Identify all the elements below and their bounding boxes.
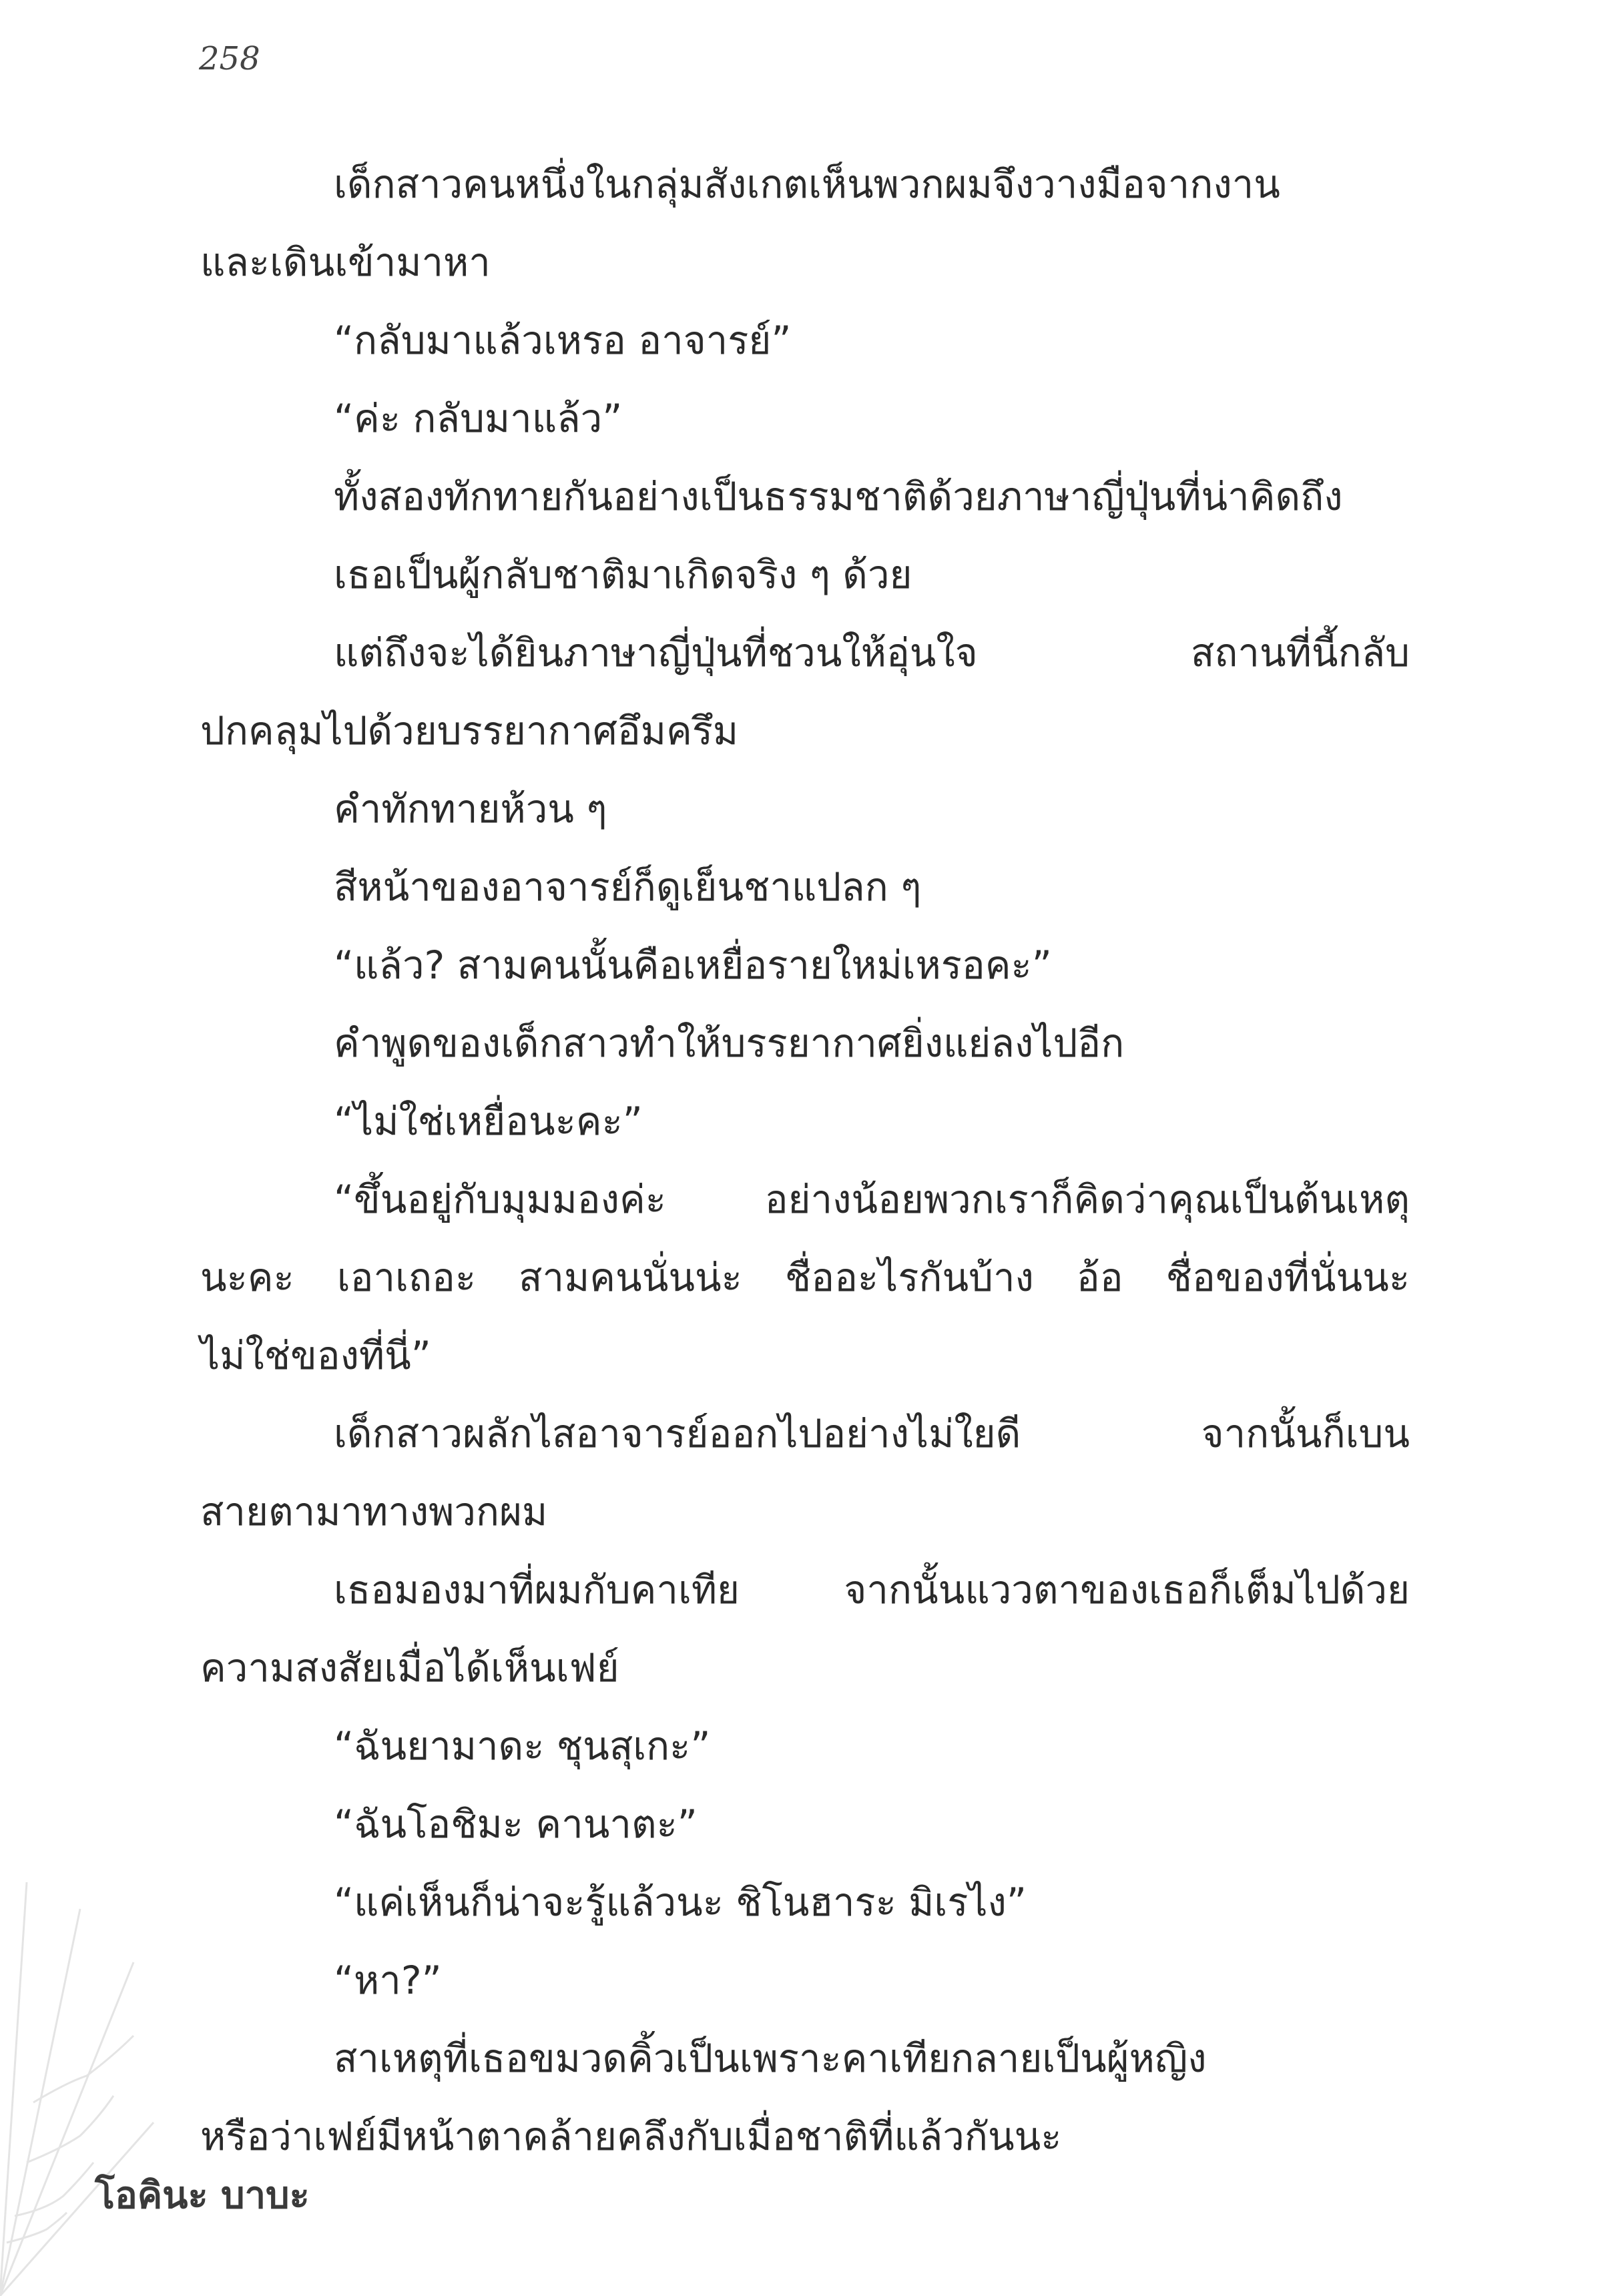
text-line: ทั้งสองทักทายกันอย่างเป็นธรรมชาติด้วยภาษาญี่ปุ่นที่น่าคิดถึง <box>334 474 1343 519</box>
text-line: เธอเป็นผู้กลับชาติมาเกิดจริง ๆ ด้วย <box>334 552 912 597</box>
text-line: “หา?” <box>334 1958 442 2003</box>
body-text <box>200 146 1410 2176</box>
text-line: “กลับมาแล้วเหรอ อาจารย์” <box>334 318 792 363</box>
text-line: “แล้ว? สามคนนั้นคือเหยื่อรายใหม่เหรอคะ” <box>334 942 1052 988</box>
text-line: “ขึ้นอยู่กับมุมมองค่ะ อย่างน้อยพวกเราก็คิดว่าคุณเป็นต้นเหตุ <box>334 1177 1410 1222</box>
text-line: แต่ถึงจะได้ยินภาษาญี่ปุ่นที่ชวนให้อุ่นใจ สถานที่นี้กลับ <box>334 630 1410 675</box>
text-line: สีหน้าของอาจารย์ก็ดูเย็นชาแปลก ๆ <box>334 864 922 910</box>
text-line: เธอมองมาที่ผมกับคาเทีย จากนั้นแววตาของเธอก็เต็มไปด้วย <box>334 1567 1410 1613</box>
text-line: สายตามาทางพวกผม <box>200 1489 548 1534</box>
text-line: คำทักทายห้วน ๆ <box>334 786 607 832</box>
text-line: “แค่เห็นก็น่าจะรู้แล้วนะ ชิโนฮาระ มิเรไง” <box>334 1880 1027 1925</box>
text-line: “ฉันโอชิมะ คานาตะ” <box>334 1801 698 1847</box>
text-line: ไม่ใช่ของที่นี่” <box>200 1333 431 1378</box>
text-line: “ฉันยามาดะ ชุนสุเกะ” <box>334 1723 711 1769</box>
text-line: เด็กสาวผลักไสอาจารย์ออกไปอย่างไม่ใยดี จากนั้นก็เบน <box>334 1411 1410 1456</box>
text-line: ปกคลุมไปด้วยบรรยากาศอึมครึม <box>200 708 739 754</box>
text-line: ความสงสัยเมื่อได้เห็นเฟย์ <box>200 1645 619 1691</box>
text-line: คำพูดของเด็กสาวทำให้บรรยากาศยิ่งแย่ลงไปอีก <box>334 1021 1125 1066</box>
text-line: และเดินเข้ามาหา <box>200 240 491 285</box>
text-line: “ไม่ใช่เหยื่อนะคะ” <box>334 1099 643 1144</box>
page-number: 258 <box>199 40 260 77</box>
text-line: “ค่ะ กลับมาแล้ว” <box>334 396 623 441</box>
footer-author: โอคินะ บาบะ <box>95 2174 310 2217</box>
text-line: สาเหตุที่เธอขมวดคิ้วเป็นเพราะคาเทียกลายเป็นผู้หญิง <box>334 2036 1207 2081</box>
spiderweb-decoration-icon <box>0 1882 160 2296</box>
text-line: เด็กสาวคนหนึ่งในกลุ่มสังเกตเห็นพวกผมจึงวางมือจากงาน <box>334 162 1280 207</box>
text-line: หรือว่าเฟย์มีหน้าตาคล้ายคลึงกับเมื่อชาติที่แล้วกันนะ <box>200 2114 1062 2159</box>
text-line: นะคะ เอาเถอะ สามคนนั่นน่ะ ชื่ออะไรกันบ้าง อ้อ ชื่อของที่นั่นนะ <box>200 1255 1410 1300</box>
